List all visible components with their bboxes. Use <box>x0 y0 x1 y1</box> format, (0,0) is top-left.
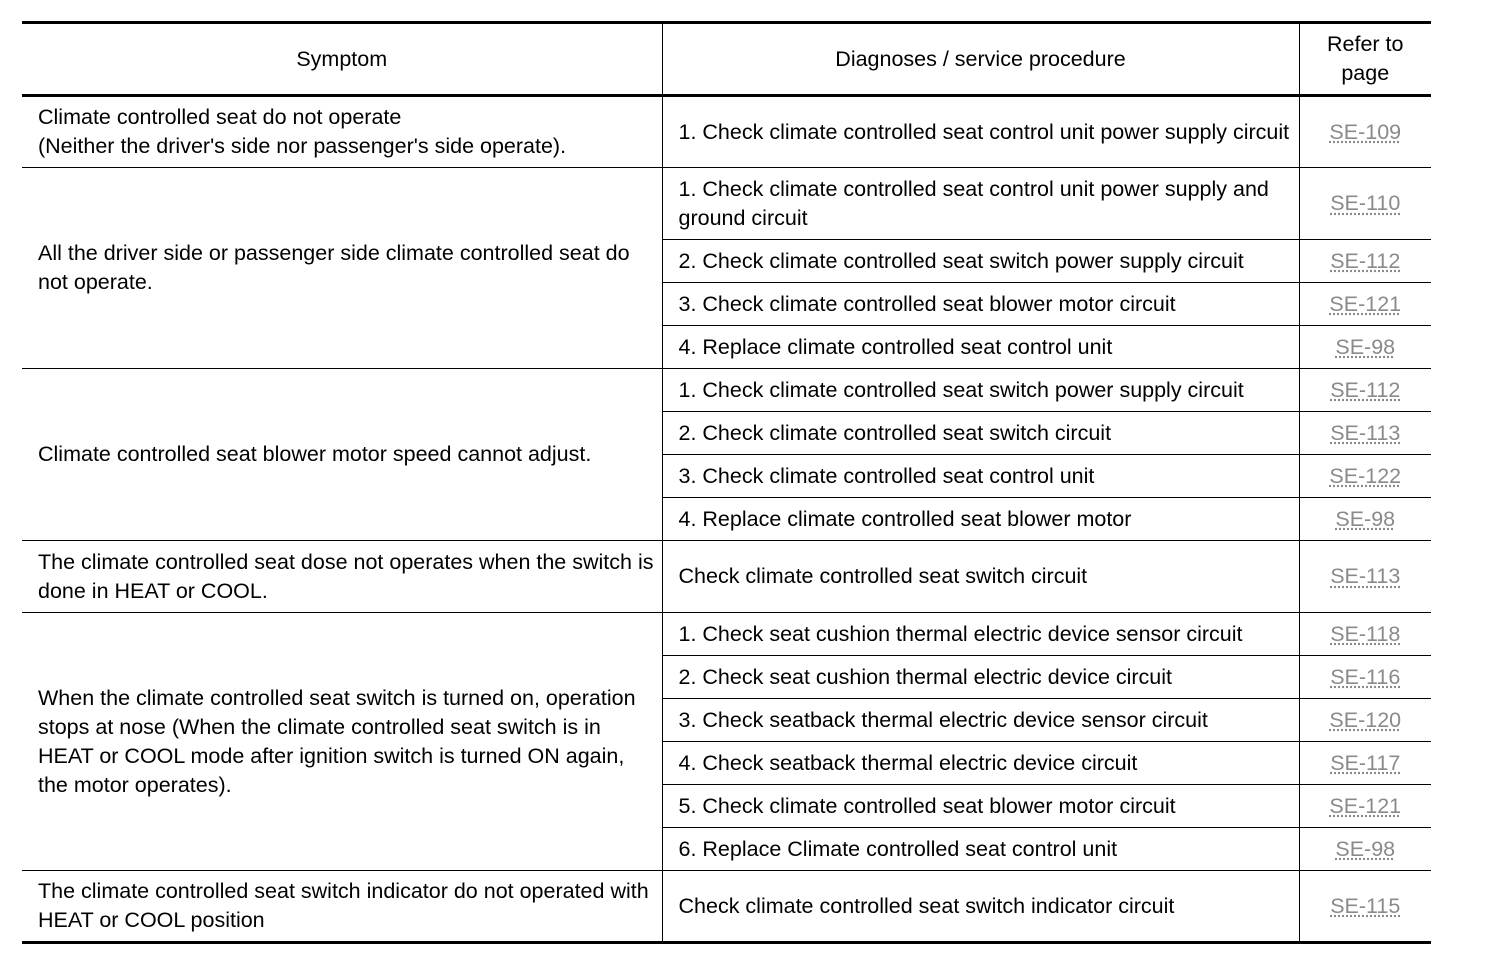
ref-link[interactable]: SE-118 <box>1330 621 1401 646</box>
ref-link[interactable]: SE-116 <box>1330 664 1401 689</box>
header-procedure: Diagnoses / service procedure <box>662 23 1299 96</box>
procedure-cell: 1. Check climate controlled seat control unit power supply circuit <box>662 96 1299 168</box>
ref-link[interactable]: SE-98 <box>1335 334 1396 359</box>
ref-link[interactable]: SE-98 <box>1335 836 1396 861</box>
header-symptom: Symptom <box>22 23 662 96</box>
symptom-cell: The climate controlled seat switch indicator do not operated with HEAT or COOL position <box>22 871 662 943</box>
ref-cell <box>1299 168 1431 240</box>
ref-link[interactable]: SE-109 <box>1329 119 1402 144</box>
symptom-cell: The climate controlled seat dose not operates when the switch is done in HEAT or COOL. <box>22 541 662 613</box>
ref-cell <box>1299 828 1431 871</box>
ref-link[interactable]: SE-112 <box>1330 377 1401 402</box>
ref-cell <box>1299 369 1431 412</box>
table-row <box>22 168 1431 240</box>
ref-link[interactable]: SE-110 <box>1330 191 1401 215</box>
table-row <box>22 369 1431 412</box>
ref-cell <box>1299 412 1431 455</box>
procedure-cell: 5. Check climate controlled seat blower motor circuit <box>662 785 1299 828</box>
ref-link[interactable]: SE-98 <box>1335 506 1396 531</box>
procedure-cell: 4. Check seatback thermal electric device circuit <box>662 742 1299 785</box>
procedure-cell: Check climate controlled seat switch indicator circuit <box>662 871 1299 943</box>
ref-cell <box>1299 541 1431 613</box>
diagnosis-table <box>22 21 1431 944</box>
ref-link[interactable]: SE-121 <box>1329 793 1402 818</box>
procedure-cell: 2. Check climate controlled seat switch circuit <box>662 412 1299 455</box>
procedure-cell: Check climate controlled seat switch circuit <box>662 541 1299 613</box>
ref-cell <box>1299 498 1431 541</box>
table-row <box>22 613 1431 656</box>
table-row <box>22 541 1431 613</box>
table-header-row <box>22 23 1431 96</box>
ref-link[interactable]: SE-120 <box>1329 707 1402 732</box>
ref-link[interactable]: SE-113 <box>1330 564 1401 588</box>
ref-link[interactable]: SE-117 <box>1330 750 1401 775</box>
ref-link[interactable]: SE-115 <box>1330 893 1401 918</box>
ref-cell <box>1299 785 1431 828</box>
table-row <box>22 96 1431 168</box>
ref-cell <box>1299 455 1431 498</box>
ref-cell <box>1299 283 1431 326</box>
symptom-cell: Climate controlled seat do not operate (Neither the driver's side nor passenger's side operate). <box>22 96 662 168</box>
symptom-cell: Climate controlled seat blower motor speed cannot adjust. <box>22 369 662 541</box>
procedure-cell: 4. Replace climate controlled seat blower motor <box>662 498 1299 541</box>
ref-link[interactable]: SE-121 <box>1329 291 1402 316</box>
procedure-cell: 1. Check climate controlled seat control unit power supply and ground circuit <box>662 168 1299 240</box>
ref-cell <box>1299 871 1431 943</box>
procedure-cell: 1. Check seat cushion thermal electric device sensor circuit <box>662 613 1299 656</box>
table-row <box>22 871 1431 943</box>
procedure-cell: 4. Replace climate controlled seat control unit <box>662 326 1299 369</box>
ref-cell <box>1299 326 1431 369</box>
ref-cell <box>1299 613 1431 656</box>
ref-cell <box>1299 699 1431 742</box>
procedure-cell: 6. Replace Climate controlled seat control unit <box>662 828 1299 871</box>
ref-cell <box>1299 240 1431 283</box>
procedure-cell: 2. Check seat cushion thermal electric device circuit <box>662 656 1299 699</box>
procedure-cell: 2. Check climate controlled seat switch power supply circuit <box>662 240 1299 283</box>
procedure-cell: 3. Check climate controlled seat control unit <box>662 455 1299 498</box>
procedure-cell: 1. Check climate controlled seat switch power supply circuit <box>662 369 1299 412</box>
ref-cell <box>1299 96 1431 168</box>
procedure-cell: 3. Check climate controlled seat blower motor circuit <box>662 283 1299 326</box>
symptom-cell: All the driver side or passenger side climate controlled seat do not operate. <box>22 168 662 369</box>
symptom-cell: When the climate controlled seat switch is turned on, operation stops at nose (When the climate controlled seat switch is in HEAT or COOL mode after ignition switch is turned ON again, the motor operates). <box>22 613 662 871</box>
ref-cell <box>1299 656 1431 699</box>
ref-link[interactable]: SE-122 <box>1329 463 1402 488</box>
ref-link[interactable]: SE-113 <box>1330 420 1401 445</box>
ref-link[interactable]: SE-112 <box>1330 248 1401 273</box>
procedure-cell: 3. Check seatback thermal electric device sensor circuit <box>662 699 1299 742</box>
ref-cell <box>1299 742 1431 785</box>
header-refer: Refer to page <box>1299 23 1431 96</box>
